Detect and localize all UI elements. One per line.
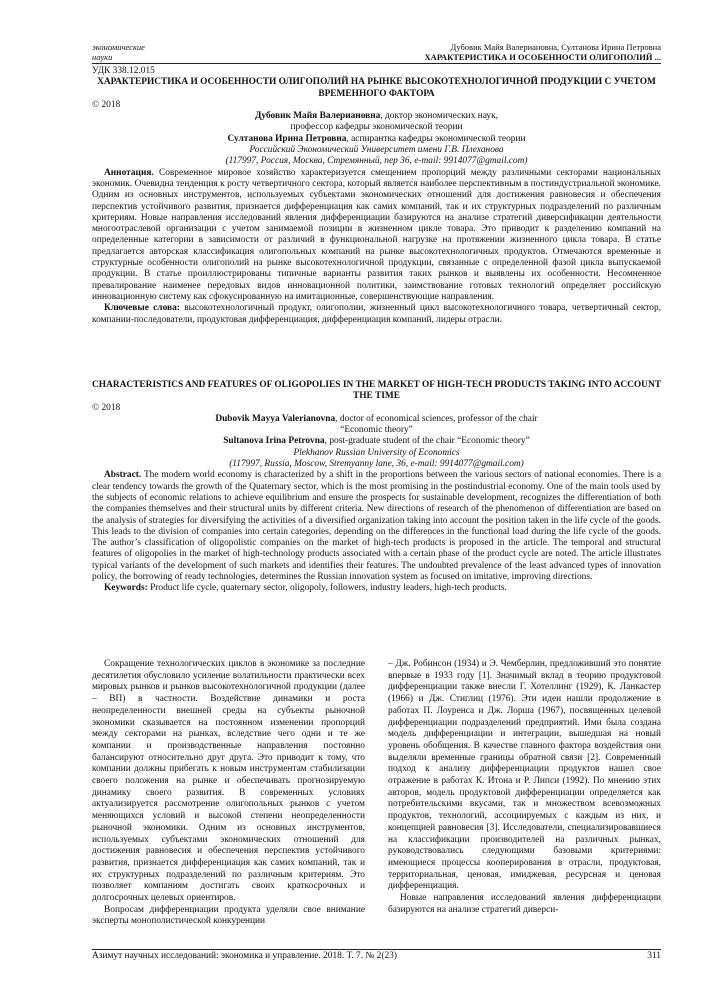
header-section-line1: экономические (92, 42, 145, 52)
ru-abstract (92, 168, 661, 304)
en-title: CHARACTERISTICS AND FEATURES OF OLIGOPOLIES IN THE MARKET OF HIGH-TECH PRODUCTS TAKING INTO ACCOUNT THE TIME (92, 380, 661, 402)
footer-journal: Азимут научных исследований: экономика и управление. 2018. Т. 7. № 2(23) (92, 951, 397, 961)
en-university: Plekhanov Russian University of Economics (293, 447, 460, 458)
en-block (92, 380, 661, 595)
ru-abstract-text: Современное мировое хозяйство характеризуется смещением пропорций между различными секторами национальных экономик. Очевидна тенденция к росту четвертичного сектора, который является наиболее перспективным в постиндустриальной экономике. Одним из основных инструментов, используемых субъектами экономических отношений для достижения равновесия и обеспечения перспектив устойчивого развития, признается дифференциация как самих компаний, так и их структурных подразделений по различным критериям. Новые направления исследований явления дифференциации базируются на анализе стратегий диверсификации деятельности многоотраслевой организации с учетом занимаемой позиции в жизненном цикле товара. Это приводит к разделению компаний на определенные категории в зависимости от различий в функциональной нагрузке на протяжении жизненного цикла товара. В статье предлагается авторская классификация олигопольных компаний на рынке высокотехнологичных продуктов. Отмечаются временные и структурные особенности олигополий на рынке высокотехнологичной продукции, связанные с определенной фазой цикла выпускаемой продукции. В статье проиллюстрированы типичные варианты развития таких рынков и выявлены их особенности. Несомненное превалирование наименее передовых видов инновационной политики, заимствование готовых технологий определяет российскую инновационную систему как сфокусированную на имитационные, совершенствующие направления. (92, 167, 661, 302)
en-address: (117997, Russia, Moscow, Stremyanny lane, 36, e-mail: 9914077@gmail.com) (229, 459, 524, 470)
ru-author1-name: Дубовик Майя Валериановна (254, 111, 381, 122)
en-keywords (92, 583, 661, 594)
ru-abstract-label: Аннотация. (104, 167, 154, 178)
body-columns (92, 659, 661, 928)
header-divider (92, 63, 661, 64)
ru-university: Российский Экономический Университет имени Г.В. Плеханова (249, 145, 504, 156)
ru-author2 (92, 134, 661, 145)
en-keywords-text: Product life cycle, quaternary sector, oligopoly, followers, industry leaders, high-tech products. (147, 583, 507, 594)
ru-block (92, 66, 661, 326)
en-author1-desc: , doctor of economical sciences, professor of the chair (335, 413, 538, 424)
ru-keywords (92, 303, 661, 326)
en-author2 (92, 436, 661, 447)
body-paragraph: Новые направления исследований явления дифференциации базируются на анализе стратегий диверси- (388, 893, 661, 915)
en-copyright: © 2018 (92, 402, 121, 413)
en-abstract (92, 470, 661, 583)
ru-author1-desc: , доктор экономических наук, (380, 111, 499, 122)
body-left-column (92, 659, 365, 928)
header-short-title: ХАРАКТЕРИСТИКА И ОСОБЕННОСТИ ОЛИГОПОЛИЙ ... (424, 52, 661, 62)
running-header-left (92, 42, 145, 62)
header-section-line2: науки (92, 52, 113, 62)
footer-divider (92, 949, 661, 950)
en-abstract-label: Abstract. (104, 470, 142, 481)
en-abstract-text: The modern world economy is characterized by a shift in the proportions between the various sectors of national economies. There is a clear tendency towards the growth of the Quaternary sector, which is the most promising in the postindustrial economy. One of the main tools used by the subjects of economic relations to achieve equilibrium and ensure the prospects for sustainable development, recognizes the differentiation of both the companies themselves and their structural units by different criteria. New directions of research of the phenomenon of differentiation are based on the analysis of strategies for diversifying the activities of a diversified organization taking into account the position taken in the life cycle of the goods. This leads to the division of companies into certain categories, depending on the differences in the functional load during the life cycle of the goods. The author’s classification of oligopolistic companies on the market of high-tech products is proposed in the article. The temporal and structural features of oligopolies in the market of high-technology products associated with a certain phase of the product cycle are noted. The article illustrates typical variants of the development of such markets and identifies their features. The undoubted prevalence of the least advanced types of innovation policy, the borrowing of ready technologies, determines the Russian innovation system as focused on imitative, improving directions. (92, 470, 661, 583)
ru-keywords-label: Ключевые слова: (104, 303, 180, 314)
ru-title: ХАРАКТЕРИСТИКА И ОСОБЕННОСТИ ОЛИГОПОЛИЙ НА РЫНКЕ ВЫСОКОТЕХНОЛОГИЧНОЙ ПРОДУКЦИИ С УЧЕТОМ ВРЕМЕННОГО ФАКТОРА (97, 77, 656, 99)
en-author1 (92, 414, 661, 425)
ru-author2-name: Султанова Ирина Петровна (227, 133, 347, 144)
body-right-column (388, 659, 661, 928)
footer (92, 951, 661, 962)
ru-author1 (92, 111, 661, 122)
en-author2-name: Sultanova Irina Petrovna (223, 436, 325, 447)
en-keywords-label: Keywords: (104, 583, 148, 594)
ru-copyright: © 2018 (92, 99, 121, 110)
running-header-right (425, 42, 661, 62)
en-author1-name: Dubovik Mayya Valerianovna (215, 413, 336, 424)
body-paragraph: Вопросам дифференциации продукта уделяли свое внимание эксперты монополистической конкуренции (92, 904, 365, 927)
ru-author1-desc2: профессор кафедры экономической теории (290, 122, 463, 133)
udc-code: УДК 338.12.015 (92, 66, 155, 76)
header-authors: Дубовик Майя Валериановна, Султанова Ирина Петровна (450, 42, 661, 52)
en-author1-desc2: “Economic theory” (340, 425, 413, 436)
body-paragraph: Сокращение технологических циклов в экономике за последние десятилетия обусловило усиление волатильности практически всех мировых рынков и рынков высокотехнологичной продукции (далее – ВП) в частности. Воздействие динамики и роста неопределенности внешней среды на субъекты рыночной экономики сказывается на постоянном изменении пропорций между секторами на рынках, вследствие чего одни и те же компании и производственные направления постоянно балансируют относительно друг друга. Это приводит к тому, что компании должны прибегать к новым инструментам стабилизации своего положения на рынке и обеспечивать прогнозируемую динамику своего развития. В современных условиях актуализируется рассмотрение олигопольных рынков с учетом меняющихся условий и высокой степени неопределенности рыночной экономики. Одним из основных инструментов, используемых субъектами экономических отношений для достижения равновесия и обеспечения перспектив устойчивого развития, признается дифференциация как самих компаний, так и их структурных подразделений по различным критериям. Это позволяет компаниям достигать своих краткосрочных и долгосрочных целевых ориентиров. (92, 659, 365, 904)
ru-author2-desc: , аспирантка кафедры экономической теории (346, 133, 526, 144)
ru-keywords-text: высокотехнологичный продукт, олигополии, жизненный цикл высокотехнологичного товара, четвертичный сектор, компании-последователи, продуктовая дифференциация, дифференциация компаний, лидеры отрасли. (92, 303, 662, 325)
page-number: 311 (647, 951, 661, 961)
ru-address: (117997, Россия, Москва, Стремянный, пер 36, e-mail: 9914077@gmail.com) (225, 156, 528, 167)
body-paragraph: – Дж. Робинсон (1934) и Э. Чемберлин, предложивший это понятие впервые в 1933 году [1]. Значимый вклад в теорию продуктовой дифференциации также внесли Г. Хотеллинг (1929), К. Ланкастер (1966) и Дж. Стиглиц (1976). Эти идеи нашли продолжение в работах П. Лоуренса и Дж. Лорша (1967), посвященных целевой дифференциации подразделений предприятий. Ими была создана модель дифференциации и интеграции, вышедшая на новый уровень обобщения. В качестве главного фактора воздействия они выделяли временные границы обратной связи [2]. Современный подход к анализу дифференциации продуктов нашел свое отражение в работах К. Итона и Р. Липси (1992). По мнению этих авторов, модель продуктовой дифференциации определяется как потребительскими вкусами, так и множеством всевозможных продуктов, технологий, ассоциируемых с каждым из них, и концепцией равновесия [3]. Исследователи, специализировавшиеся на классификации производителей на различных рынках, руководствовались следующими базовыми критериями: имеющиеся процессы кооперирования в отрасли, продуктовая, территориальная, ценовая, имиджевая, ресурсная и ценовая дифференциация. (388, 659, 661, 892)
en-author2-desc: , post-graduate student of the chair “Economic theory” (324, 436, 530, 447)
